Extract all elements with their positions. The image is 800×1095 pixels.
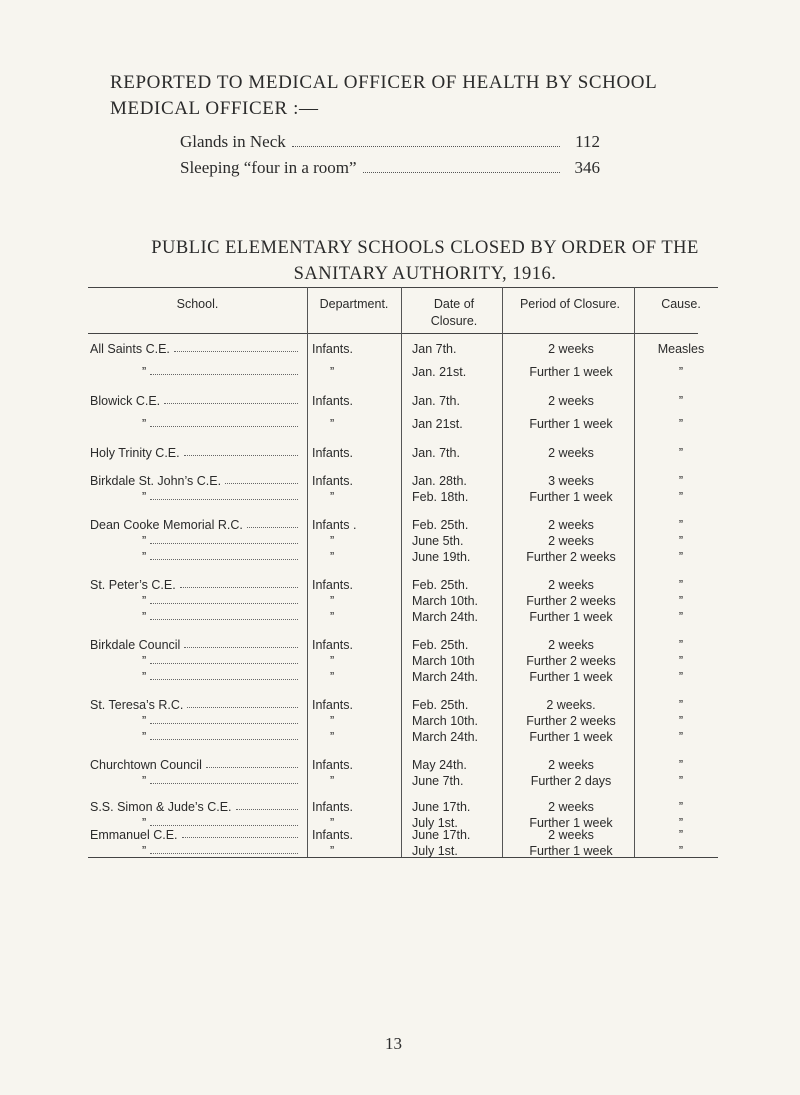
school-cell [90,534,300,548]
header-rule [88,333,698,334]
report-heading: REPORTED TO MEDICAL OFFICER OF HEALTH BY SCHOOL MEDICAL OFFICER :— [110,72,657,119]
cause-cell: ” [678,578,684,592]
cause-cell: ” [678,698,684,712]
date-cell: Jan 21st. [412,417,463,431]
summary-label: Glands in Neck [180,132,286,151]
column-divider [502,287,503,857]
dot-leader [150,550,298,560]
date-cell: June 19th. [412,550,471,564]
period-cell: 2 weeks [548,638,594,652]
period-cell: 2 weeks [548,342,594,356]
department-cell: Infants. [312,638,353,652]
date-cell: Feb. 25th. [412,578,469,592]
date-cell: Feb. 25th. [412,638,469,652]
dot-leader [150,774,298,784]
dot-leader [150,534,298,544]
dot-leader [150,816,298,826]
school-name: ” [142,714,147,728]
dot-leader [236,800,299,810]
date-cell: June 5th. [412,534,464,548]
date-cell: July 1st. [412,816,458,830]
department-cell: Infants. [312,800,353,814]
school-name: ” [142,550,147,564]
cause-cell: ” [678,730,684,744]
school-cell [90,446,300,460]
date-cell: March 10th. [412,594,479,608]
summary-list [180,132,600,178]
period-cell: Further 2 weeks [526,550,616,564]
column-divider [634,287,635,857]
dot-leader [180,578,298,588]
school-name: ” [142,670,147,684]
cause-cell: ” [678,816,684,830]
school-name: ” [142,365,147,379]
school-cell [90,730,300,744]
department-cell: ” [330,844,335,858]
dot-leader [150,714,298,724]
summary-value: 346 [574,158,600,177]
school-cell [90,594,300,608]
department-cell: Infants. [312,342,353,356]
school-name: Dean Cooke Memorial R.C. [90,518,243,532]
school-name: Holy Trinity C.E. [90,446,180,460]
date-cell: March 24th. [412,610,479,624]
dot-leader [150,490,298,500]
column-header-cause: Cause. [661,297,701,311]
dot-leader [150,730,298,740]
school-cell [90,654,300,668]
department-cell: ” [330,774,335,788]
cause-cell: Measles [657,342,705,356]
table-top-rule [88,287,718,288]
dot-leader [363,172,560,173]
department-cell: Infants . [312,518,357,532]
cause-cell: ” [678,758,684,772]
department-cell: Infants. [312,394,353,408]
department-cell: ” [330,534,335,548]
cause-cell: ” [678,800,684,814]
school-cell [90,774,300,788]
cause-cell: ” [678,446,684,460]
date-cell: Feb. 25th. [412,518,469,532]
period-cell: 2 weeks [548,800,594,814]
school-name: Churchtown Council [90,758,202,772]
school-cell [90,610,300,624]
summary-row [180,158,600,178]
period-cell: Further 1 week [529,816,613,830]
dot-leader [184,446,298,456]
column-header-period: Period of Closure. [519,297,621,311]
dot-leader [150,594,298,604]
department-cell: ” [330,610,335,624]
period-cell: Further 1 week [529,844,613,858]
school-cell [90,800,300,814]
school-name: Blowick C.E. [90,394,161,408]
school-name: ” [142,417,147,431]
department-cell: Infants. [312,758,353,772]
cause-cell: ” [678,417,684,431]
cause-cell: ” [678,474,684,488]
dot-leader [206,758,298,768]
date-cell: Jan. 21st. [412,365,467,379]
cause-cell: ” [678,394,684,408]
dot-leader [150,417,298,427]
cause-cell: ” [678,844,684,858]
school-cell [90,714,300,728]
cause-cell: ” [678,670,684,684]
school-cell [90,417,300,431]
department-cell: ” [330,594,335,608]
school-cell [90,550,300,564]
date-cell: March 10th. [412,714,479,728]
date-cell: March 24th. [412,730,479,744]
page-number: 13 [385,1034,402,1053]
cause-cell: ” [678,828,684,842]
cause-cell: ” [678,534,684,548]
date-cell: June 17th. [412,828,471,842]
department-cell: ” [330,365,335,379]
department-cell: ” [330,730,335,744]
column-divider [401,287,402,857]
date-cell: Jan. 7th. [412,446,460,460]
school-name: ” [142,610,147,624]
department-cell: Infants. [312,446,353,460]
date-cell: Jan. 28th. [412,474,467,488]
column-header-school: School. [176,297,219,311]
school-name: Emmanuel C.E. [90,828,178,842]
period-cell: Further 1 week [529,490,613,504]
school-name: Birkdale St. John’s C.E. [90,474,222,488]
period-cell: 3 weeks [548,474,594,488]
period-cell: 2 weeks [548,394,594,408]
table-title: PUBLIC ELEMENTARY SCHOOLS CLOSED BY ORDER OF THE SANITARY AUTHORITY, 1916. [151,238,699,284]
period-cell: Further 1 week [529,610,613,624]
department-cell: ” [330,816,335,830]
dot-leader [150,365,298,375]
date-cell: June 7th. [412,774,464,788]
summary-row [180,132,600,152]
department-cell: Infants. [312,698,353,712]
period-cell: Further 1 week [529,730,613,744]
school-name: All Saints C.E. [90,342,170,356]
column-header-date: Date of Closure. [430,297,478,328]
school-cell [90,638,300,652]
cause-cell: ” [678,550,684,564]
cause-cell: ” [678,594,684,608]
dot-leader [247,518,298,528]
period-cell: 2 weeks [548,578,594,592]
school-name: ” [142,730,147,744]
date-cell: Jan 7th. [412,342,457,356]
department-cell: Infants. [312,474,353,488]
school-cell [90,342,300,356]
dot-leader [150,844,298,854]
school-cell [90,518,300,532]
period-cell: Further 2 days [530,774,612,788]
dot-leader [150,654,298,664]
cause-cell: ” [678,774,684,788]
department-cell: Infants. [312,578,353,592]
dot-leader [184,638,298,648]
dot-leader [150,610,298,620]
school-name: St. Peter’s C.E. [90,578,176,592]
dot-leader [150,670,298,680]
dot-leader [225,474,298,484]
school-name: ” [142,774,147,788]
period-cell: Further 1 week [529,417,613,431]
school-name: Birkdale Council [90,638,181,652]
school-name: ” [142,594,147,608]
period-cell: 2 weeks [548,828,594,842]
school-name: ” [142,534,147,548]
department-cell: ” [330,654,335,668]
cause-cell: ” [678,654,684,668]
period-cell: 2 weeks [548,758,594,772]
column-header-department: Department. [319,297,389,311]
department-cell: ” [330,417,335,431]
summary-value: 112 [575,132,600,151]
cause-cell: ” [678,365,684,379]
cause-cell: ” [678,490,684,504]
school-cell [90,758,300,772]
period-cell: 2 weeks. [546,698,596,712]
school-name: S.S. Simon & Jude’s C.E. [90,800,232,814]
cause-cell: ” [678,518,684,532]
date-cell: June 17th. [412,800,471,814]
period-cell: Further 2 weeks [526,714,616,728]
school-cell [90,670,300,684]
dot-leader [187,698,298,708]
school-name: ” [142,816,147,830]
school-cell [90,844,300,858]
dot-leader [292,146,560,147]
date-cell: Jan. 7th. [412,394,460,408]
school-cell [90,474,300,488]
department-cell: ” [330,550,335,564]
cause-cell: ” [678,638,684,652]
department-cell: Infants. [312,828,353,842]
date-cell: May 24th. [412,758,467,772]
school-name: ” [142,844,147,858]
cause-cell: ” [678,610,684,624]
dot-leader [164,394,298,404]
dot-leader [182,828,298,838]
column-divider [307,287,308,857]
cause-cell: ” [678,714,684,728]
school-name: ” [142,490,147,504]
date-cell: March 24th. [412,670,479,684]
period-cell: Further 1 week [529,365,613,379]
date-cell: Feb. 25th. [412,698,469,712]
school-cell [90,698,300,712]
school-cell [90,578,300,592]
school-name: St. Teresa’s R.C. [90,698,184,712]
summary-label: Sleeping “four in a room” [180,158,357,177]
school-cell [90,365,300,379]
period-cell: Further 2 weeks [526,594,616,608]
period-cell: 2 weeks [548,446,594,460]
period-cell: Further 2 weeks [526,654,616,668]
period-cell: Further 1 week [529,670,613,684]
dot-leader [174,342,298,352]
period-cell: 2 weeks [548,518,594,532]
department-cell: ” [330,670,335,684]
school-cell [90,490,300,504]
period-cell: 2 weeks [548,534,594,548]
date-cell: March 10th [412,654,475,668]
school-cell [90,394,300,408]
school-name: ” [142,654,147,668]
school-cell [90,828,300,842]
date-cell: July 1st. [412,844,458,858]
department-cell: ” [330,714,335,728]
department-cell: ” [330,490,335,504]
date-cell: Feb. 18th. [412,490,469,504]
